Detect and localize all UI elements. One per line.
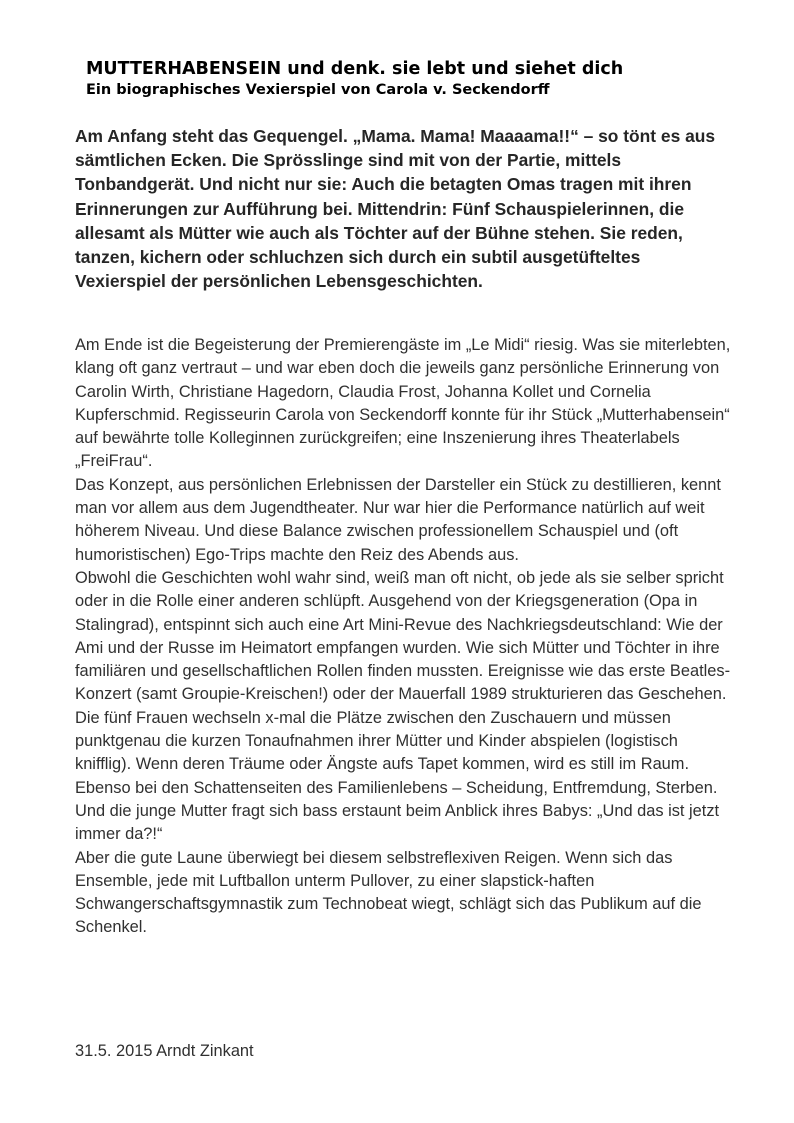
article-subtitle: Ein biographisches Vexierspiel von Carola v. Seckendorff <box>86 82 550 98</box>
lead-paragraph: Am Anfang steht das Gequengel. „Mama. Mama! Maaaama!!“ – so tönt es aus sämtlichen Ecken. Die Sprösslinge sind mit von der Partie, mittels Tonbandgerät. Und nicht nur sie: Auch die betagten Omas tragen mit ihren Erinnerungen zur Aufführung bei. Mittendrin: Fünf Schauspielerinnen, die allesamt als Mütter wie auch als Töchter auf der Bühne stehen. Sie reden, tanzen, kichern oder schluchzen sich durch ein subtil ausgetüfteltes Vexierspiel der persönlichen Lebensgeschichten. <box>75 126 716 292</box>
article-header <box>86 57 766 99</box>
body-paragraph: Obwohl die Geschichten wohl wahr sind, weiß man oft nicht, ob jede als sie selber spricht oder in die Rolle einer anderen schlüpft. Ausgehend von der Kriegsgeneration (Opa in Stalingrad), entspinnt sich auch eine Art Mini-Revue des Nachkriegsdeutschland: Wie der Ami und der Russe im Heimatort empfangen wurden. Wie sich Mütter und Töchter in ihre familiären und gesellschaftlichen Rollen finden mussten. Ereignisse wie das erste Beatles-Konzert (samt Groupie-Kreischen!) oder der Mauerfall 1989 strukturieren das Geschehen. <box>75 568 731 704</box>
article-lead <box>75 124 735 293</box>
article-title: MUTTERHABENSEIN und denk. sie lebt und siehet dich <box>86 59 624 79</box>
body-paragraph: Aber die gute Laune überwiegt bei diesem selbstreflexiven Reigen. Wenn sich das Ensemble, jede mit Luftballon unterm Pullover, zu einer slapstick-haften Schwangerschaftsgymnastik zum Technobeat wiegt, schlägt sich das Publikum auf die Schenkel. <box>75 848 702 937</box>
body-paragraph: Die fünf Frauen wechseln x-mal die Plätze zwischen den Zuschauern und müssen punktgenau die kurzen Tonaufnahmen ihrer Mütter und Kinder abspielen (logistisch knifflig). Wenn deren Träume oder Ängste aufs Tapet kommen, wird es still im Raum. Ebenso bei den Schattenseiten des Familienlebens – Scheidung, Entfremdung, Sterben. Und die junge Mutter fragt sich bass erstaunt beim Anblick ihres Babys: „Und das ist jetzt immer da?!“ <box>75 708 720 844</box>
article-body <box>75 334 737 940</box>
article-signature: 31.5. 2015 Arndt Zinkant <box>75 1042 254 1060</box>
body-paragraph: Am Ende ist die Begeisterung der Premierengäste im „Le Midi“ riesig. Was sie miterlebten, klang oft ganz vertraut – und war eben doch die jeweils ganz persönliche Erinnerung von Carolin Wirth, Christiane Hagedorn, Claudia Frost, Johanna Kollet und Cornelia Kupferschmid. Regisseurin Carola von Seckendorff konnte für ihr Stück „Mutterhabensein“ auf bewährte tolle Kolleginnen zurückgreifen; eine Inszenierung ihres Theaterlabels „FreiFrau“. <box>75 336 731 471</box>
body-paragraph: Das Konzept, aus persönlichen Erlebnissen der Darsteller ein Stück zu destillieren, kennt man vor allem aus dem Jugendtheater. Nur war hier die Performance natürlich auf weit höherem Niveau. Und diese Balance zwischen professionellem Schauspiel und (oft humoristischen) Ego-Trips machte den Reiz des Abends aus. <box>75 475 721 564</box>
